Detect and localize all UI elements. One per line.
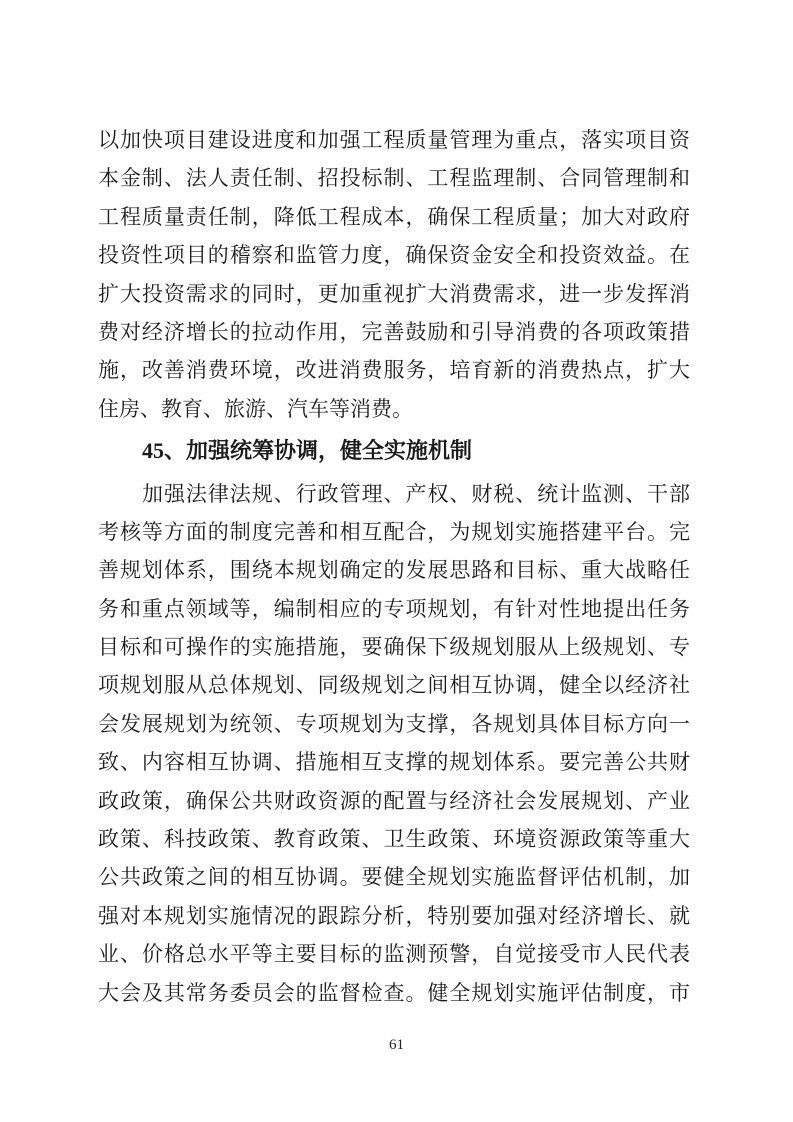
body-line: 项规划服从总体规划、同级规划之间相互协调，健全以经济社 [98,673,690,698]
body-line: 以加快项目建设进度和加强工程质量管理为重点，落实项目资 [98,128,690,152]
body-line: 公共政策之间的相互协调。要健全规划实施监督评估机制，加 [98,865,690,890]
body-line: 费对经济增长的拉动作用，完善鼓励和引导消费的各项政策措 [98,319,690,344]
body-line: 施，改善消费环境，改进消费服务，培育新的消费热点，扩大 [98,358,690,383]
body-line: 务和重点领域等，编制相应的专项规划，有针对性地提出任务 [98,596,690,621]
body-line: 会发展规划为统领、专项规划为支撑，各规划具体目标方向一 [98,711,690,736]
body-line: 业、价格总水平等主要目标的监测预警，自觉接受市人民代表 [98,942,690,967]
body-line: 致、内容相互协调、措施相互支撑的规划体系。要完善公共财 [98,750,690,775]
body-line: 投资性项目的稽察和监管力度，确保资金安全和投资效益。在 [98,243,690,268]
body-line: 大会及其常务委员会的监督检查。健全规划实施评估制度，市 [98,980,690,1005]
paragraph-continued [98,121,690,428]
body-line: 目标和可操作的实施措施，要确保下级规划服从上级规划、专 [98,635,690,660]
section-heading: 45、加强统筹协调，健全实施机制 [142,438,473,464]
page-number: 61 [389,1037,404,1053]
body-line: 强对本规划实施情况的跟踪分析，特别要加强对经济增长、就 [98,903,690,928]
document-body [98,121,690,1012]
paragraph-section-45 [98,475,690,1012]
body-line: 加强法律法规、行政管理、产权、财税、统计监测、干部 [142,481,690,506]
body-line: 扩大投资需求的同时，更加重视扩大消费需求，进一步发挥消 [98,281,690,306]
body-line: 住房、教育、旅游、汽车等消费。 [98,396,413,421]
body-line: 考核等方面的制度完善和相互配合，为规划实施搭建平台。完 [98,519,690,544]
body-line: 本金制、法人责任制、招投标制、工程监理制、合同管理制和 [98,166,690,191]
body-line: 工程质量责任制，降低工程成本，确保工程质量；加大对政府 [98,204,690,229]
body-line: 政政策，确保公共财政资源的配置与经济社会发展规划、产业 [98,788,690,813]
body-line: 善规划体系，围绕本规划确定的发展思路和目标、重大战略任 [98,558,690,583]
body-line: 政策、科技政策、教育政策、卫生政策、环境资源政策等重大 [98,827,690,852]
